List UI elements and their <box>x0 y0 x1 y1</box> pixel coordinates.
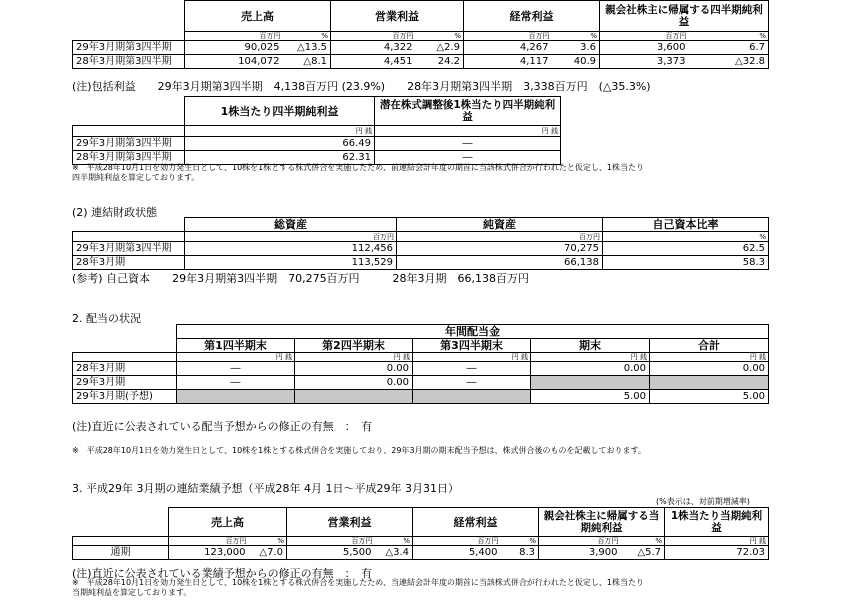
col-eps: 1株当たり当期純利益 <box>665 508 769 537</box>
cell: 72.03 <box>665 546 769 560</box>
dividends-table <box>72 324 769 404</box>
unit: % <box>603 232 769 242</box>
cell: ― <box>177 376 295 390</box>
cell <box>177 390 295 404</box>
cell: △2.9 <box>416 41 464 55</box>
row-label: 28年3月期第3四半期 <box>73 55 185 69</box>
table-row <box>73 55 769 69</box>
table-row <box>73 390 769 404</box>
cell: 70,275 <box>397 242 603 256</box>
cell: 0.00 <box>650 362 769 376</box>
col-operating-income: 営業利益 <box>287 508 413 537</box>
cell: △8.1 <box>283 55 331 69</box>
cell: △32.8 <box>689 55 769 69</box>
table-row <box>73 137 561 151</box>
col-equity-ratio: 自己資本比率 <box>603 218 769 232</box>
col-annual-dividend: 年間配当金 <box>177 325 769 339</box>
table-row <box>73 242 769 256</box>
cell: 24.2 <box>416 55 464 69</box>
cell: 4,322 <box>331 41 416 55</box>
unit: % <box>375 537 413 546</box>
eps-footnote: ※ 平成28年10月1日を効力発生日として、10株を1株とする株式併合を実施したため、前連結会計年度の期首に当該株式併合が行われたと仮定し、1株当たり 四半期純利益を算定しております。 <box>72 163 645 182</box>
col-operating-income: 営業利益 <box>331 1 464 32</box>
cell: 58.3 <box>603 256 769 270</box>
cell: 8.3 <box>501 546 539 560</box>
table-row <box>73 546 769 560</box>
cell: 5.00 <box>531 390 650 404</box>
col-sales: 売上高 <box>185 1 331 32</box>
unit: 百万円 <box>600 32 689 41</box>
section-title-forecast: 3. 平成29年 3月期の連結業績予想（平成28年 4月 1日～平成29年 3月31日） <box>72 482 459 495</box>
cell: 0.00 <box>295 376 413 390</box>
col-diluted-eps: 潜在株式調整後1株当たり四半期純利益 <box>375 97 561 126</box>
cell: 5,400 <box>413 546 501 560</box>
cell <box>413 390 531 404</box>
cell <box>531 376 650 390</box>
unit: % <box>416 32 464 41</box>
col-sales: 売上高 <box>169 508 287 537</box>
table-row <box>73 41 769 55</box>
cell: 104,072 <box>185 55 283 69</box>
forecast-footnote: ※ 平成28年10月1日を効力発生日として、10株を1株とする株式併合を実施したため、当連結会計年度の期首に当該株式併合が行われたと仮定し、1株当たり 当期純利益を算定しております。 <box>72 578 645 597</box>
col-net-income: 親会社株主に帰属する当期純利益 <box>539 508 665 537</box>
cell: ― <box>375 151 561 165</box>
col-ordinary-income: 経常利益 <box>464 1 600 32</box>
comprehensive-income-note: (注)包括利益 29年3月期第3四半期 4,138百万円 (23.9%) 28年3月期第3四半期 3,338百万円 (△35.3%) <box>72 80 651 93</box>
unit: 円 銭 <box>185 126 375 137</box>
cell: 40.9 <box>552 55 600 69</box>
cell: 0.00 <box>531 362 650 376</box>
cell: 62.5 <box>603 242 769 256</box>
cell: △3.4 <box>375 546 413 560</box>
unit: 百万円 <box>331 32 416 41</box>
col-q3-end: 第3四半期末 <box>413 339 531 353</box>
col-net-assets: 純資産 <box>397 218 603 232</box>
table-row <box>73 376 769 390</box>
row-label: 29年3月期第3四半期 <box>73 137 185 151</box>
cell: 4,267 <box>464 41 552 55</box>
row-label: 28年3月期第3四半期 <box>73 151 185 165</box>
unit: % <box>283 32 331 41</box>
dividend-footnote: ※ 平成28年10月1日を効力発生日として、10株を1株とする株式併合を実施しており、29年3月期の期末配当予想は、株式併合後のものを記載しております。 <box>72 446 646 455</box>
row-label: 通期 <box>73 546 169 560</box>
cell: 6.7 <box>689 41 769 55</box>
dividend-revision-note: (注)直近に公表されている配当予想からの修正の有無 ： 有 <box>72 420 373 433</box>
unit: % <box>501 537 539 546</box>
cell: 3,900 <box>539 546 621 560</box>
row-label: 28年3月期 <box>73 256 185 270</box>
col-eps: 1株当たり四半期純利益 <box>185 97 375 126</box>
unit: % <box>621 537 665 546</box>
cell: 90,025 <box>185 41 283 55</box>
forecast-revision-note: (注)直近に公表されている業績予想からの修正の有無 ： 有 <box>72 567 373 580</box>
financial-position-table <box>72 217 769 270</box>
cell: △5.7 <box>621 546 665 560</box>
unit: 円 銭 <box>531 353 650 362</box>
table-row <box>73 256 769 270</box>
col-q2-end: 第2四半期末 <box>295 339 413 353</box>
unit: 円 銭 <box>177 353 295 362</box>
section-title-financial-position: (2) 連結財政状態 <box>72 206 158 219</box>
col-net-income: 親会社株主に帰属する四半期純利益 <box>600 1 769 32</box>
unit: 百万円 <box>464 32 552 41</box>
col-ordinary-income: 経常利益 <box>413 508 539 537</box>
table-row <box>73 362 769 376</box>
unit: 円 銭 <box>413 353 531 362</box>
cell: 66,138 <box>397 256 603 270</box>
unit: 円 銭 <box>650 353 769 362</box>
cell: 4,117 <box>464 55 552 69</box>
cell: ― <box>375 137 561 151</box>
cell: △13.5 <box>283 41 331 55</box>
unit: % <box>249 537 287 546</box>
cell: 66.49 <box>185 137 375 151</box>
unit: 百万円 <box>287 537 375 546</box>
unit: 百万円 <box>185 32 283 41</box>
row-label: 28年3月期 <box>73 362 177 376</box>
cell: 123,000 <box>169 546 249 560</box>
cell: 4,451 <box>331 55 416 69</box>
cell: 5,500 <box>287 546 375 560</box>
cell: 62.31 <box>185 151 375 165</box>
unit: 百万円 <box>413 537 501 546</box>
eps-table <box>72 96 561 165</box>
unit: % <box>552 32 600 41</box>
unit: 百万円 <box>539 537 621 546</box>
unit: 百万円 <box>185 232 397 242</box>
forecast-table <box>72 507 769 560</box>
section-title-dividends: 2. 配当の状況 <box>72 312 141 325</box>
cell: 5.00 <box>650 390 769 404</box>
cell: △7.0 <box>249 546 287 560</box>
unit: 円 銭 <box>665 537 769 546</box>
cell: 3.6 <box>552 41 600 55</box>
cell: ― <box>413 376 531 390</box>
row-label: 29年3月期第3四半期 <box>73 41 185 55</box>
unit: 円 銭 <box>375 126 561 137</box>
cell <box>295 390 413 404</box>
equity-reference-note: (参考) 自己資本 29年3月期第3四半期 70,275百万円 28年3月期 66,138百万円 <box>72 272 530 285</box>
cell: 112,456 <box>185 242 397 256</box>
pct-note: (%表示は、対前期増減率) <box>656 497 750 506</box>
row-label: 29年3月期(予想) <box>73 390 177 404</box>
col-total: 合計 <box>650 339 769 353</box>
unit: 百万円 <box>397 232 603 242</box>
row-label: 29年3月期第3四半期 <box>73 242 185 256</box>
cell: 3,600 <box>600 41 689 55</box>
row-label: 29年3月期 <box>73 376 177 390</box>
col-total-assets: 総資産 <box>185 218 397 232</box>
cell: ― <box>177 362 295 376</box>
col-year-end: 期末 <box>531 339 650 353</box>
cell: ― <box>413 362 531 376</box>
cell <box>650 376 769 390</box>
col-q1-end: 第1四半期末 <box>177 339 295 353</box>
unit: 百万円 <box>169 537 249 546</box>
cell: 113,529 <box>185 256 397 270</box>
operating-results-table <box>72 0 769 69</box>
cell: 0.00 <box>295 362 413 376</box>
cell: 3,373 <box>600 55 689 69</box>
unit: 円 銭 <box>295 353 413 362</box>
unit: % <box>689 32 769 41</box>
